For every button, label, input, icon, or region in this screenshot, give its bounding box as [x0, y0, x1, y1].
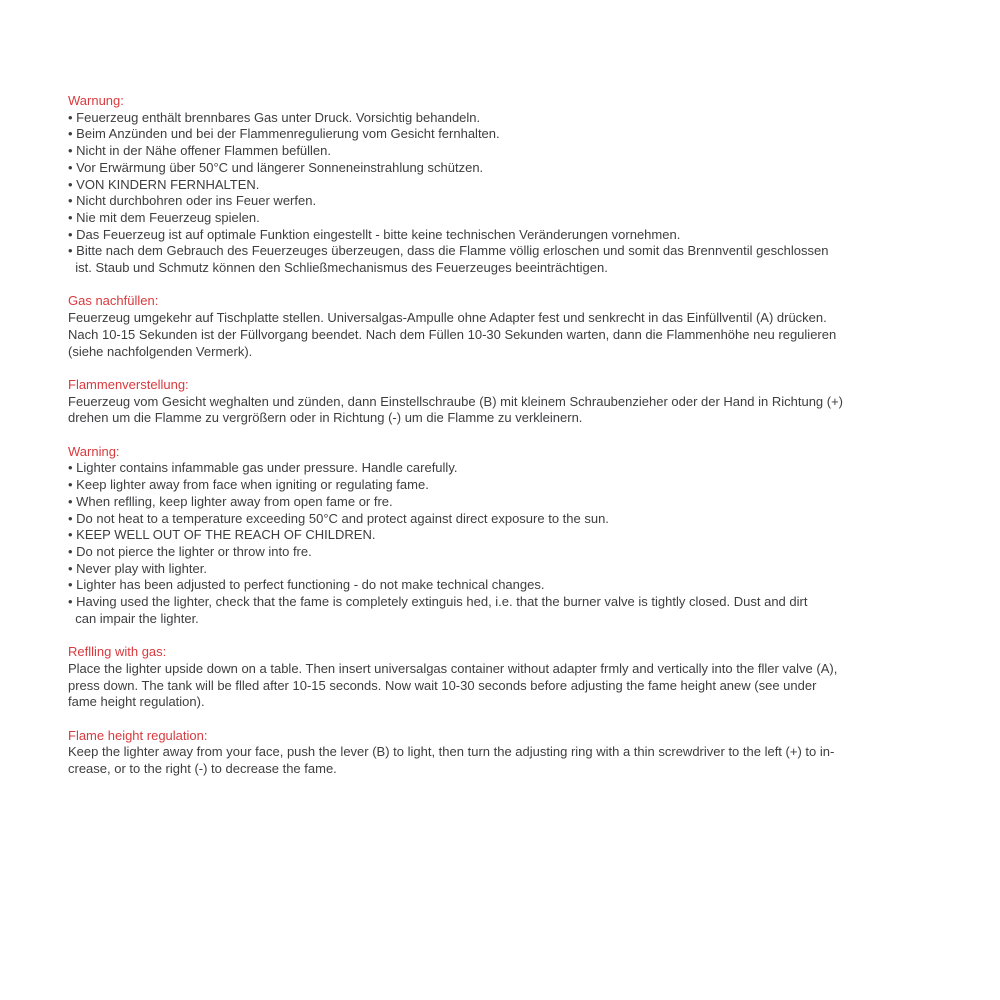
text-line: • Nie mit dem Feuerzeug spielen. [68, 209, 260, 225]
text-line: • Lighter contains infammable gas under pressure. Handle carefully. [68, 460, 458, 476]
text-line: drehen um die Flamme zu vergrößern oder in Richtung (-) um die Flamme zu verkleinern. [68, 410, 583, 426]
text-line: • VON KINDERN FERNHALTEN. [68, 176, 260, 192]
text-line: • Bitte nach dem Gebrauch des Feuerzeuges überzeugen, dass die Flamme völlig erloschen und somit das Brennventil geschlossen [68, 243, 829, 259]
text-line: Feuerzeug vom Gesicht weghalten und zünden, dann Einstellschraube (B) mit kleinem Schraubenzieher oder der Hand in Richtung (+) [68, 393, 844, 409]
text-line: • Do not heat to a temperature exceeding 50°C and protect against direct exposure to the sun. [68, 510, 609, 526]
text-line: press down. The tank will be flled after 10-15 seconds. Now wait 10-30 seconds before adjusting the fame height anew (see under [68, 677, 817, 693]
section-heading: Reflling with gas: [68, 644, 167, 660]
text-line: (siehe nachfolgenden Vermerk). [68, 343, 253, 359]
instructions-document [68, 93, 973, 794]
text-line: • Having used the lighter, check that the fame is completely extinguis hed, i.e. that the burner valve is tightly closed. Dust and dirt [68, 594, 808, 610]
text-line: crease, or to the right (-) to decrease the fame. [68, 761, 337, 777]
text-line: • Never play with lighter. [68, 560, 207, 576]
text-line: • Feuerzeug enthält brennbares Gas unter Druck. Vorsichtig behandeln. [68, 109, 481, 125]
text-line: • Beim Anzünden und bei der Flammenregulierung vom Gesicht fernhalten. [68, 126, 500, 142]
section [68, 293, 973, 360]
text-line: Feuerzeug umgekehr auf Tischplatte stellen. Universalgas-Ampulle ohne Adapter fest und senkrecht in das Einfüllventil (A) drücken. [68, 310, 827, 326]
text-line: Nach 10-15 Sekunden ist der Füllvorgang beendet. Nach dem Füllen 10-30 Sekunden warten, dann die Flammenhöhe neu regulieren [68, 326, 837, 342]
text-line: • KEEP WELL OUT OF THE REACH OF CHILDREN. [68, 527, 376, 543]
text-line: ist. Staub und Schmutz können den Schließmechanismus des Feuerzeuges beeinträchtigen. [68, 260, 608, 276]
section-heading: Warning: [68, 443, 120, 459]
text-line: • Nicht durchbohren oder ins Feuer werfen. [68, 193, 317, 209]
text-line: • Vor Erwärmung über 50°C und längerer Sonneneinstrahlung schützen. [68, 159, 484, 175]
section [68, 644, 973, 711]
text-line: Keep the lighter away from your face, push the lever (B) to light, then turn the adjusting ring with a thin screwdriver to the left (+) to in- [68, 744, 835, 760]
section [68, 728, 973, 778]
section-heading: Warnung: [68, 93, 124, 108]
text-line: • Lighter has been adjusted to perfect functioning - do not make technical changes. [68, 577, 545, 593]
section [68, 93, 973, 277]
section-heading: Flammenverstellung: [68, 376, 189, 392]
section-heading: Flame height regulation: [68, 727, 208, 743]
text-line: can impair the lighter. [68, 610, 199, 626]
section-heading: Gas nachfüllen: [68, 293, 159, 309]
section [68, 377, 973, 427]
section [68, 444, 973, 628]
text-line: fame height regulation). [68, 694, 205, 710]
text-line: • When reflling, keep lighter away from open fame or fre. [68, 493, 393, 509]
text-line: Place the lighter upside down on a table. Then insert universalgas container without adapter frmly and vertically into the fller valve (A), [68, 660, 838, 676]
text-line: • Keep lighter away from face when igniting or regulating fame. [68, 477, 429, 493]
text-line: • Das Feuerzeug ist auf optimale Funktion eingestellt - bitte keine technischen Veränderungen vornehmen. [68, 226, 681, 242]
text-line: • Nicht in der Nähe offener Flammen befüllen. [68, 143, 332, 159]
text-line: • Do not pierce the lighter or throw into fre. [68, 543, 312, 559]
